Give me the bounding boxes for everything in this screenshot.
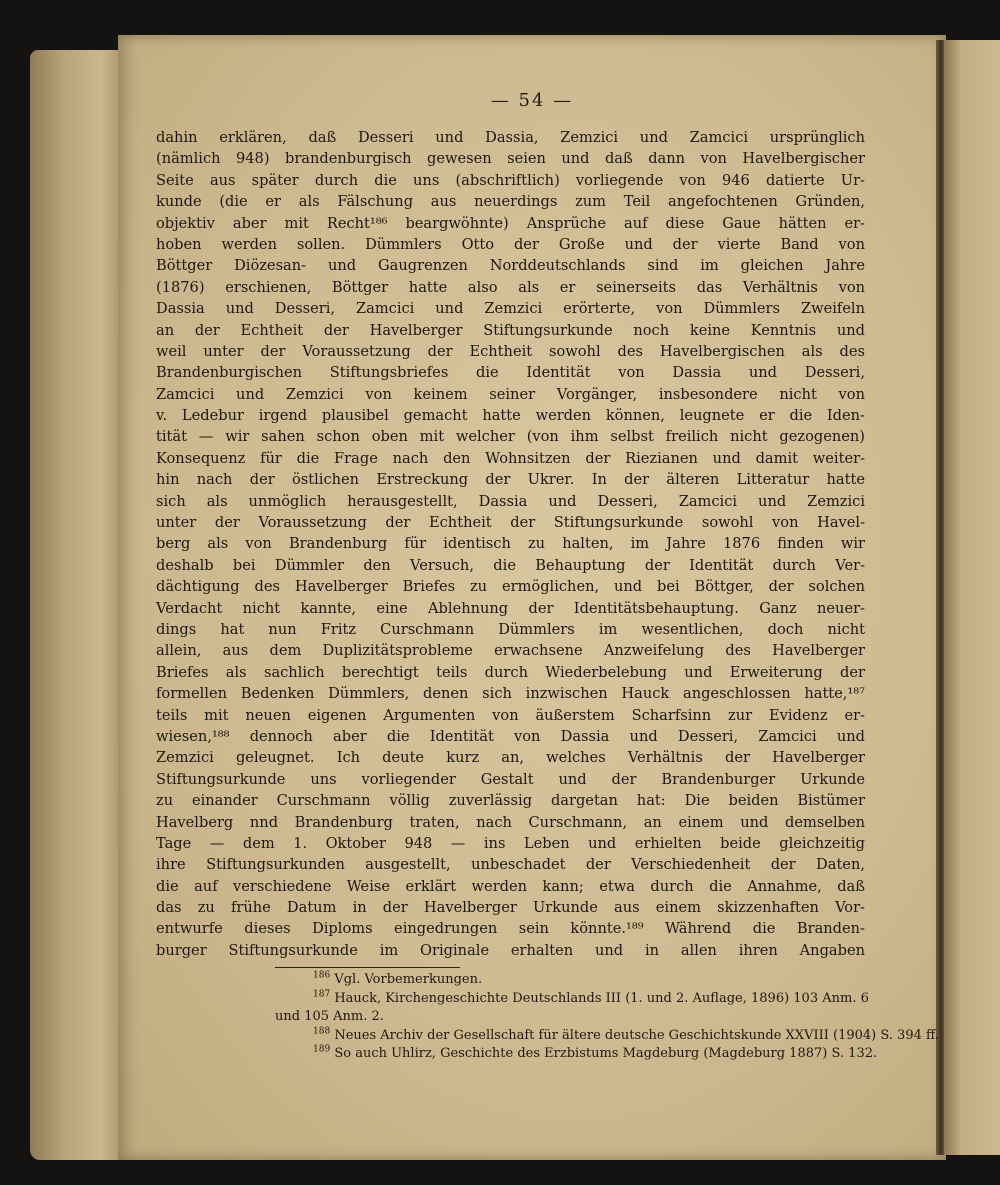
text-line: dahin erklären, daß Desseri und Dassia, Zemzici und Zamcici ursprünglich: [156, 129, 865, 146]
text-line: Brandenburgischen Stiftungsbriefes die Identität von Dassia und Desseri,: [156, 364, 865, 382]
text-line: zu einander Curschmann völlig zuverlässig dargetan hat: Die beiden Bistümer: [156, 792, 865, 810]
text-line: v. Ledebur irgend plausibel gemacht hatte werden können, leugnete er die Iden-: [156, 407, 865, 425]
text-line: Seite aus später durch die uns (abschriftlich) vorliegende von 946 datierte Ur-: [156, 171, 865, 189]
text-line: Tage — dem 1. Oktober 948 — ins Leben und erhielten beide gleichzeitig: [156, 834, 865, 852]
footnote-mark: 187: [313, 989, 331, 1000]
text-line: allein, aus dem Duplizitätsprobleme erwachsene Anzweifelung des Havelberger: [156, 642, 865, 660]
text-line: formellen Bedenken Dümmlers, denen sich inzwischen Hauck angeschlossen hatte,¹⁸⁷: [156, 685, 865, 703]
footnote: [275, 1008, 867, 1027]
text-line: tität — wir sahen schon oben mit welcher (von ihm selbst freilich nicht gezogenen): [156, 428, 865, 446]
book-page-edge-right: [944, 40, 1000, 1155]
footnotes: [275, 970, 939, 1064]
body-text: [156, 127, 865, 961]
text-line: objektiv aber mit Recht¹⁸⁶ beargwöhnte) Ansprüche auf diese Gaue hätten er-: [156, 214, 865, 232]
text-line: teils mit neuen eigenen Argumenten von äußerstem Scharfsinn zur Evidenz er-: [156, 706, 865, 724]
text-line: dings hat nun Fritz Curschmann Dümmlers im wesentlichen, doch nicht: [156, 620, 865, 638]
footnote-text: Hauck, Kirchengeschichte Deutschlands III (1. und 2. Auflage, 1896) 103 Anm. 6: [334, 990, 869, 1006]
text-line: weil unter der Voraussetzung der Echtheit sowohl des Havelbergischen als des: [156, 342, 865, 360]
text-line: Böttger Diözesan- und Gaugrenzen Norddeutschlands sind im gleichen Jahre: [156, 257, 865, 275]
footnote: [275, 990, 867, 1009]
text-line: die auf verschiedene Weise erklärt werden kann; etwa durch die Annahme, daß: [156, 877, 865, 895]
text-line: entwurfe dieses Diploms eingedrungen sein könnte.¹⁸⁹ Während die Branden-: [156, 920, 865, 938]
text-line: kunde (die er als Fälschung aus neuerdings zum Teil angefochtenen Gründen,: [156, 193, 865, 211]
text-line: an der Echtheit der Havelberger Stiftungsurkunde noch keine Kenntnis und: [156, 321, 865, 339]
text-line: Briefes als sachlich berechtigt teils durch Wiederbelebung und Erweiterung der: [156, 663, 865, 681]
text-line: dächtigung des Havelberger Briefes zu ermöglichen, und bei Böttger, der solchen: [156, 578, 865, 596]
footnote: [275, 1026, 939, 1046]
text-line: Dassia und Desseri, Zamcici und Zemzici erörterte, von Dümmlers Zweifeln: [156, 300, 865, 318]
footnote: [275, 971, 867, 990]
footnote: [275, 1044, 878, 1064]
footnote-text: und 105 Anm. 2.: [275, 1009, 384, 1024]
text-line: Zamcici und Zemzici von keinem seiner Vorgänger, insbesondere nicht von: [156, 385, 865, 403]
text-line: hoben werden sollen. Dümmlers Otto der Große und der vierte Band von: [156, 235, 865, 253]
text-line: Konsequenz für die Frage nach den Wohnsitzen der Riezianen und damit weiter-: [156, 449, 865, 467]
footnote-mark: 186: [313, 970, 331, 981]
footnote-text: So auch Uhlirz, Geschichte des Erzbistums Magdeburg (Magdeburg 1887) S. 132.: [334, 1046, 878, 1061]
text-line: Verdacht nicht kannte, eine Ablehnung der Identitätsbehauptung. Ganz neuer-: [156, 599, 865, 617]
book-page-edge-left: [30, 50, 125, 1160]
text-line: burger Stiftungsurkunde im Originale erhalten und in allen ihren Angaben: [156, 941, 865, 959]
text-line: berg als von Brandenburg für identisch zu halten, im Jahre 1876 finden wir: [156, 535, 865, 553]
text-line: Havelberg nnd Brandenburg traten, nach Curschmann, an einem und demselben: [156, 813, 865, 831]
text-line: (1876) erschienen, Böttger hatte also als er seinerseits das Verhältnis von: [156, 278, 865, 296]
footnote-text: Neues Archiv der Gesellschaft für ältere deutsche Geschichtskunde XXVIII (1904) S. 394 ff.: [334, 1027, 939, 1043]
footnote-rule: [275, 967, 460, 968]
text-line: deshalb bei Dümmler den Versuch, die Behauptung der Identität durch Ver-: [156, 556, 865, 574]
text-line: sich als unmöglich herausgestellt, Dassia und Desseri, Zamcici und Zemzici: [156, 492, 865, 510]
text-line: unter der Voraussetzung der Echtheit der Stiftungsurkunde sowohl von Havel-: [156, 514, 865, 532]
text-line: ihre Stiftungsurkunden ausgestellt, unbeschadet der Verschiedenheit der Daten,: [156, 856, 865, 874]
footnote-text: Vgl. Vorbemerkungen.: [334, 972, 483, 987]
footnote-mark: 189: [313, 1044, 331, 1055]
text-line: Zemzici geleugnet. Ich deute kurz an, welches Verhältnis der Havelberger: [156, 749, 865, 767]
text-line: wiesen,¹⁸⁸ dennoch aber die Identität von Dassia und Desseri, Zamcici und: [156, 727, 865, 745]
text-line: (nämlich 948) brandenburgisch gewesen seien und daß dann von Havelbergischer: [156, 150, 865, 168]
text-line: Stiftungsurkunde uns vorliegender Gestalt und der Brandenburger Urkunde: [156, 770, 865, 788]
text-line: das zu frühe Datum in der Havelberger Urkunde aus einem skizzenhaften Vor-: [156, 899, 865, 917]
page-number: — 54 —: [490, 90, 574, 111]
text-line: hin nach der östlichen Erstreckung der Ukrer. In der älteren Litteratur hatte: [156, 471, 865, 489]
footnote-mark: 188: [313, 1026, 331, 1037]
